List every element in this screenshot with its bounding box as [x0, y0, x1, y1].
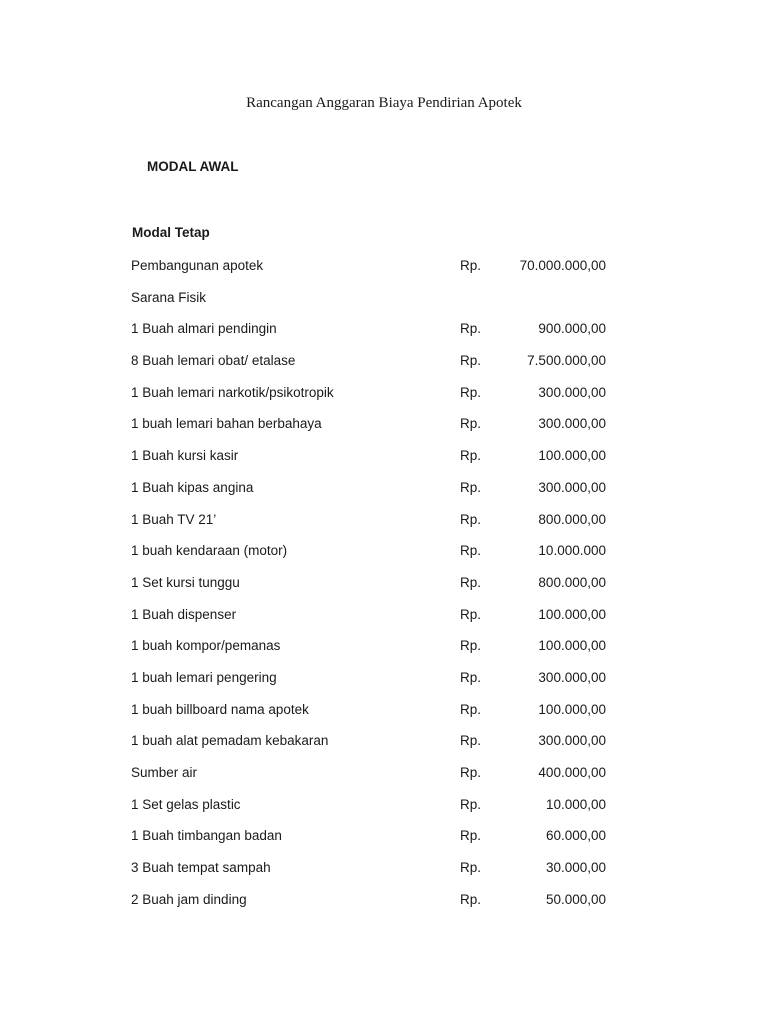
item-amount: 50.000,00	[545, 891, 606, 907]
item-amount: 900.000,00	[538, 321, 606, 337]
item-amount: 70.000.000,00	[519, 258, 606, 273]
item-label: 1 Buah almari pendingin	[131, 321, 277, 337]
item-label: 1 buah lemari pengering	[131, 669, 277, 685]
item-label: 1 Buah kipas angina	[131, 479, 254, 495]
item-amount: 300.000,00	[538, 669, 606, 685]
subsection-heading-modal-tetap: Modal Tetap	[132, 225, 210, 240]
budget-row	[0, 789, 768, 821]
budget-item-list	[0, 250, 768, 915]
item-amount: 10.000,00	[545, 796, 606, 812]
budget-row	[0, 567, 768, 599]
item-label: 1 Buah TV 21’	[131, 511, 217, 527]
item-amount: 10.000.000	[538, 543, 606, 559]
item-amount: 100.000,00	[538, 606, 606, 622]
item-currency: Rp.	[460, 384, 482, 400]
item-amount: 300.000,00	[538, 479, 606, 495]
item-currency: Rp.	[460, 701, 482, 717]
budget-row	[0, 757, 768, 789]
item-label: 1 Set kursi tunggu	[131, 574, 240, 590]
budget-row	[0, 377, 768, 409]
item-currency: Rp.	[460, 353, 482, 369]
item-currency: Rp.	[460, 511, 482, 527]
budget-row	[0, 599, 768, 631]
item-label: 1 buah kompor/pemanas	[131, 638, 281, 654]
item-amount: 800.000,00	[538, 511, 606, 527]
item-label: 1 Buah timbangan badan	[131, 828, 282, 844]
item-label: 1 buah kendaraan (motor)	[131, 543, 288, 559]
item-amount: 100.000,00	[538, 638, 606, 654]
budget-row	[0, 820, 768, 852]
item-amount: 300.000,00	[538, 384, 606, 400]
item-currency: Rp.	[460, 258, 482, 273]
budget-row	[0, 725, 768, 757]
budget-row	[0, 440, 768, 472]
budget-row	[0, 535, 768, 567]
item-currency: Rp.	[460, 638, 482, 654]
item-amount: 100.000,00	[538, 448, 606, 464]
item-label: 1 buah lemari bahan berbahaya	[131, 416, 322, 432]
budget-row	[0, 662, 768, 694]
item-label: 1 Buah dispenser	[131, 606, 237, 622]
item-currency: Rp.	[460, 479, 482, 495]
budget-row	[0, 852, 768, 884]
item-currency: Rp.	[460, 828, 482, 844]
item-currency: Rp.	[460, 543, 482, 559]
item-amount: 100.000,00	[538, 701, 606, 717]
item-currency: Rp.	[460, 796, 482, 812]
item-label: 1 buah alat pemadam kebakaran	[131, 733, 329, 749]
budget-row	[0, 282, 768, 314]
item-amount: 7.500.000,00	[527, 353, 606, 369]
budget-row	[0, 408, 768, 440]
item-amount: 300.000,00	[538, 733, 606, 749]
item-label: 1 buah billboard nama apotek	[131, 701, 309, 717]
document-title: Rancangan Anggaran Biaya Pendirian Apotek	[246, 95, 522, 111]
budget-row	[0, 884, 768, 916]
item-label: 3 Buah tempat sampah	[131, 860, 271, 876]
item-currency: Rp.	[460, 606, 482, 622]
item-currency: Rp.	[460, 765, 482, 780]
budget-row	[0, 472, 768, 504]
section-heading-modal-awal: MODAL AWAL	[147, 159, 239, 174]
item-currency: Rp.	[460, 669, 482, 685]
item-currency: Rp.	[460, 448, 482, 464]
item-label: 8 Buah lemari obat/ etalase	[131, 353, 296, 369]
item-currency: Rp.	[460, 416, 482, 432]
item-label: 1 Set gelas plastic	[131, 796, 241, 812]
item-currency: Rp.	[460, 860, 482, 876]
budget-row	[0, 313, 768, 345]
budget-row	[0, 250, 768, 282]
item-amount: 300.000,00	[538, 416, 606, 432]
item-amount: 800.000,00	[538, 574, 606, 590]
item-label: 2 Buah jam dinding	[131, 891, 247, 907]
item-label: 1 Buah kursi kasir	[131, 448, 239, 464]
budget-row	[0, 630, 768, 662]
item-currency: Rp.	[460, 891, 482, 907]
budget-row	[0, 345, 768, 377]
item-amount: 60.000,00	[545, 828, 606, 844]
item-amount: 30.000,00	[545, 860, 606, 876]
item-currency: Rp.	[460, 733, 482, 749]
item-amount: 400.000,00	[538, 765, 606, 780]
budget-row	[0, 504, 768, 536]
item-label: Sarana Fisik	[131, 289, 207, 305]
budget-row	[0, 694, 768, 726]
item-currency: Rp.	[460, 574, 482, 590]
item-label: 1 Buah lemari narkotik/psikotropik	[131, 384, 334, 400]
item-label: Sumber air	[131, 765, 198, 780]
item-label: Pembangunan apotek	[131, 258, 264, 273]
item-currency: Rp.	[460, 321, 482, 337]
